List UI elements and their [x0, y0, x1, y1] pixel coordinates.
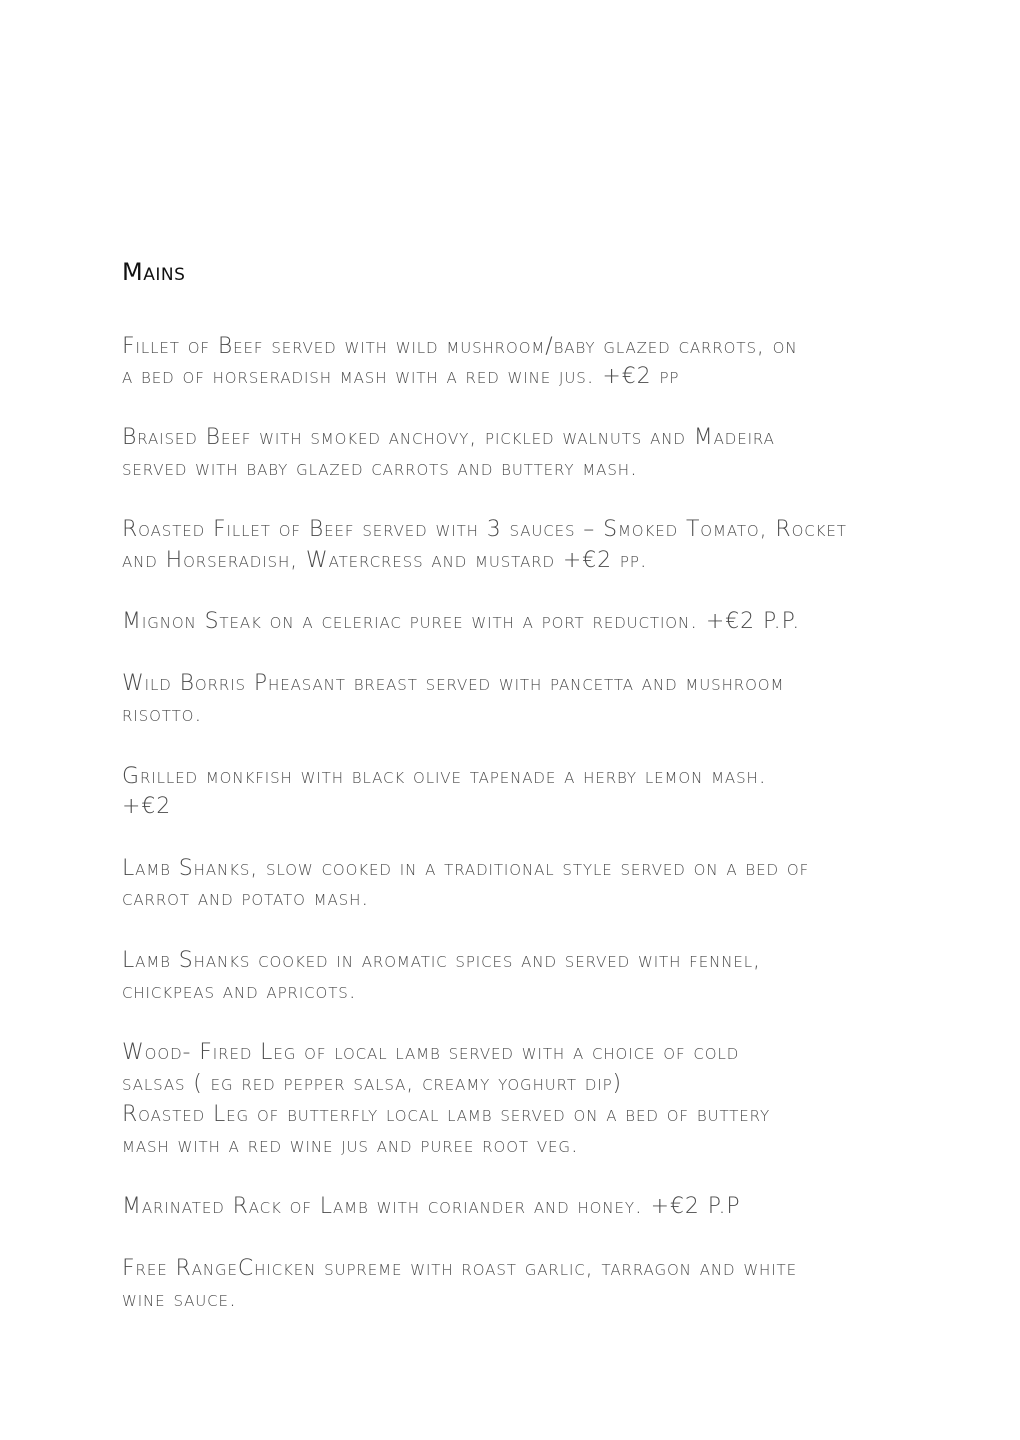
menu-item-line: Roasted Leg of butterfly local lamb served on a bed of buttery — [122, 1102, 771, 1127]
menu-item-line: chickpeas and apricots. — [122, 979, 357, 1004]
menu-item-line: mash with a red wine jus and puree root veg. — [122, 1133, 579, 1158]
menu-item-line: salsas ( eg red pepper salsa, creamy yoghurt dip) — [122, 1071, 623, 1096]
menu-item-line: served with baby glazed carrots and buttery mash. — [122, 456, 638, 481]
menu-item-line: Free RangeChicken supreme with roast garlic, tarragon and white — [122, 1256, 797, 1281]
menu-item-line: Roasted Fillet of Beef served with 3 sauces – Smoked Tomato, Rocket — [122, 517, 847, 542]
menu-item-line: risotto. — [122, 702, 203, 727]
menu-item-line: Lamb Shanks, slow cooked in a traditional style served on a bed of — [122, 856, 810, 881]
menu-item-line: Marinated Rack of Lamb with coriander and honey. +€2 P.P — [122, 1194, 741, 1219]
menu-item-line: Wood- Fired Leg of local lamb served with a choice of cold — [122, 1040, 740, 1065]
menu-item-line: Wild Borris Pheasant breast served with pancetta and mushroom — [122, 671, 785, 696]
menu-item-line: and Horseradish, Watercress and mustard +€2 pp. — [122, 548, 648, 573]
menu-item-line: Fillet of Beef served with wild mushroom/baby glazed carrots, on — [122, 334, 798, 359]
menu-item-line: carrot and potato mash. — [122, 886, 370, 911]
menu-item-line: a bed of horseradish mash with a red wine jus. +€2 pp — [122, 364, 680, 389]
menu-item-line: wine sauce. — [122, 1287, 237, 1312]
menu-item-line: Mignon Steak on a celeriac puree with a port reduction. +€2 P.P. — [122, 609, 801, 634]
menu-item-line: +€2 — [122, 794, 172, 819]
menu-item-line: Braised Beef with smoked anchovy, pickled walnuts and Madeira — [122, 425, 775, 450]
menu-item-line: Grilled monkfish with black olive tapenade a herby lemon mash. — [122, 764, 767, 789]
menu-item-line: Lamb Shanks cooked in aromatic spices and served with fennel, — [122, 948, 761, 973]
menu-heading: Mains — [122, 258, 186, 286]
